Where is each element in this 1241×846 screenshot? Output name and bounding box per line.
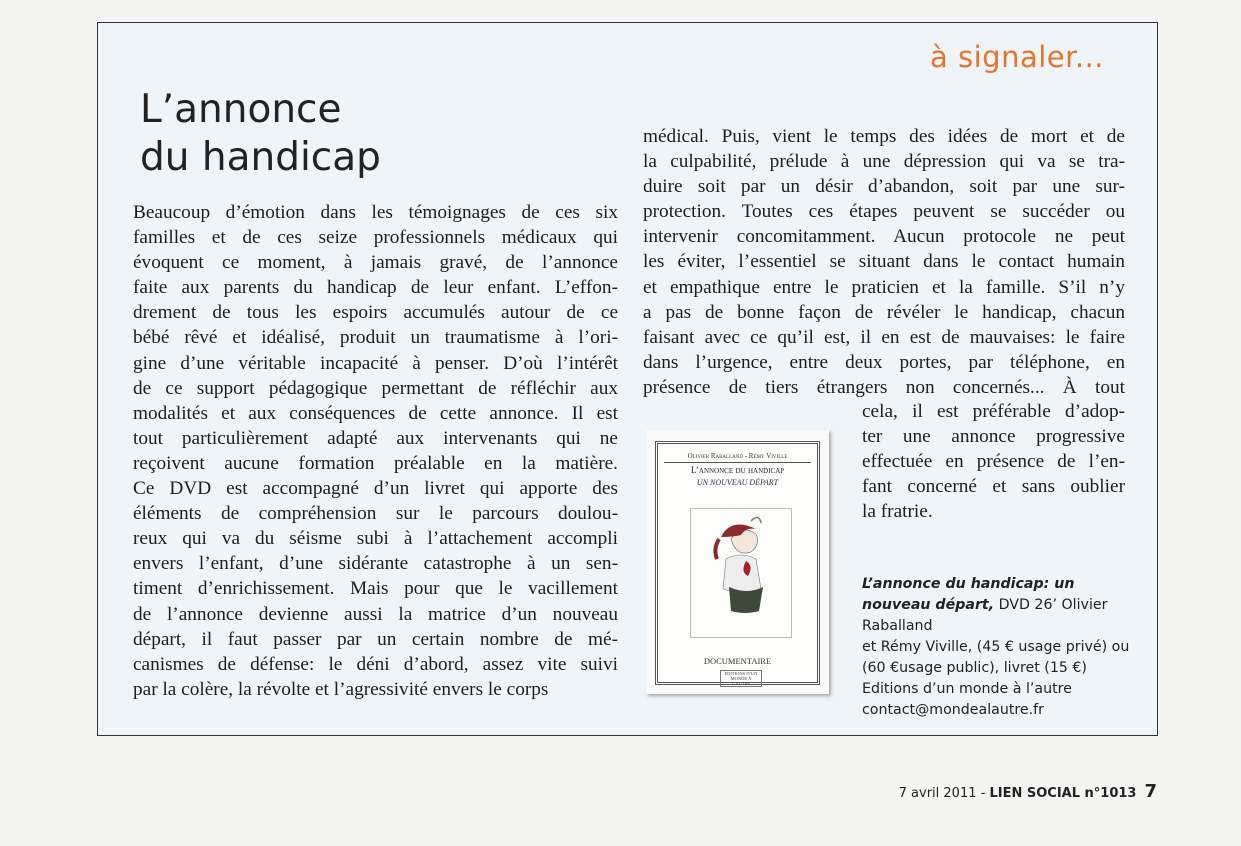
text-line: tout particulièrement adapté aux intervenants qui ne xyxy=(133,427,618,449)
caption-line: et Rémy Viville, (45 € usage privé) ou xyxy=(862,639,1130,655)
section-label: à signaler... xyxy=(930,40,1105,74)
right-column-narrow xyxy=(862,399,1125,524)
right-column xyxy=(643,124,1125,400)
text-line: présence de tiers étrangers non concernés... À tout xyxy=(643,376,1125,398)
text-line: familles et de ces seize professionnels médicaux qui xyxy=(133,227,618,249)
text-line: médical. Puis, vient le temps des idées de mort et de xyxy=(643,126,1125,147)
text-line: faisant avec ce qu’il est, il en est de mauvaises: le faire xyxy=(643,326,1125,348)
text-line: canismes de défense: le déni d’abord, assez vite suivi xyxy=(133,653,618,675)
text-line: les éviter, l’essentiel se situant dans le contact humain xyxy=(643,251,1125,273)
cover-title: L’annonce du handicap xyxy=(690,466,785,476)
cover-subtitle: UN NOUVEAU DÉPART xyxy=(696,478,779,487)
caption-line: Editions d’un monde à l’autre xyxy=(862,681,1072,697)
text-line: a pas de bonne façon de révéler le handicap, chacun xyxy=(643,301,1125,323)
dvd-caption xyxy=(862,574,1132,721)
text-line: intervenir concomitamment. Aucun protocole ne peut xyxy=(643,226,1125,248)
dvd-cover-image xyxy=(646,430,829,694)
text-line: effectuée en présence de l’en- xyxy=(862,451,1125,473)
title-line: du handicap xyxy=(140,135,381,180)
text-line: reçoivent aucune formation préalable en la matière. xyxy=(133,452,618,474)
text-line: envers l’enfant, d’une sidérante catastrophe à un sen- xyxy=(133,553,618,575)
text-line: évoquent ce moment, à jamais gravé, de l’annonce xyxy=(133,252,618,274)
caption-contact: contact@mondealautre.fr xyxy=(862,702,1044,718)
text-line: la fratrie. xyxy=(862,501,933,523)
title-line: L’annonce xyxy=(140,87,342,132)
cover-publisher-logo: EDITIONS D’UN MONDE À L’AUTRE xyxy=(720,670,762,687)
text-line: la culpabilité, prélude à une dépression qui va se tra- xyxy=(643,151,1125,173)
caption-line: (60 €usage public), livret (15 €) xyxy=(862,660,1087,676)
text-line: modalités et aux conséquences de cette annonce. Il est xyxy=(133,402,618,424)
text-line: gine d’une véritable incapacité à penser. D’où l’intérêt xyxy=(133,352,618,374)
cover-illustration xyxy=(690,508,792,638)
text-line: bébé rêvé et idéalisé, produit un traumatisme à l’ori- xyxy=(133,327,618,349)
text-line: dans l’urgence, entre deux portes, par téléphone, en xyxy=(643,351,1125,373)
footer-publication: LIEN SOCIAL n°1013 xyxy=(989,786,1137,801)
cover-frame xyxy=(655,441,820,685)
text-line: protection. Toutes ces étapes peuvent se succéder ou xyxy=(643,201,1125,223)
article-title xyxy=(140,86,381,182)
cover-authors: Olivier Raballand - Rémy Viville xyxy=(664,452,811,463)
text-line: départ, il faut passer par un certain nombre de mé- xyxy=(133,628,618,650)
text-line: ter une annonce progressive xyxy=(862,426,1125,448)
footer-date: 7 avril 2011 - xyxy=(898,786,990,801)
text-line: et empathique entre le praticien et la famille. S’il n’y xyxy=(643,276,1125,298)
caption-title: L’annonce du handicap: un nouveau départ, xyxy=(862,576,1075,613)
text-line: drement de tous les espoirs accumulés autour de ce xyxy=(133,302,618,324)
left-column xyxy=(133,200,618,702)
text-line: reux qui va du séisme subi à l’attachement accompli xyxy=(133,528,618,550)
text-line: Ce DVD est accompagné d’un livret qui apporte des xyxy=(133,478,618,500)
text-line: duire soit par un désir d’abandon, soit par une sur- xyxy=(643,176,1125,198)
text-line: Beaucoup d’émotion dans les témoignages de ces six xyxy=(133,202,618,223)
caption-line: DVD 26’ Olivier Raballand xyxy=(862,597,1108,634)
text-line: de l’annonce devienne aussi la matrice d’un nouveau xyxy=(133,603,618,625)
page-number: 7 xyxy=(1144,781,1157,802)
text-line: par la colère, la révolte et l’agressivité envers le corps xyxy=(133,678,549,700)
text-line: cela, il est préférable d’adop- xyxy=(862,401,1125,422)
text-line: fant concerné et sans oublier xyxy=(862,476,1125,498)
text-line: faite aux parents du handicap de leur enfant. L’effon- xyxy=(133,277,618,299)
text-line: éléments de compréhension sur le parcours doulou- xyxy=(133,503,618,525)
text-line: de ce support pédagogique permettant de réfléchir aux xyxy=(133,377,618,399)
text-line: timent d’enrichissement. Mais pour que le vacillement xyxy=(133,578,618,600)
cover-genre: DOCUMENTAIRE xyxy=(703,656,772,666)
page-footer xyxy=(899,781,1157,802)
